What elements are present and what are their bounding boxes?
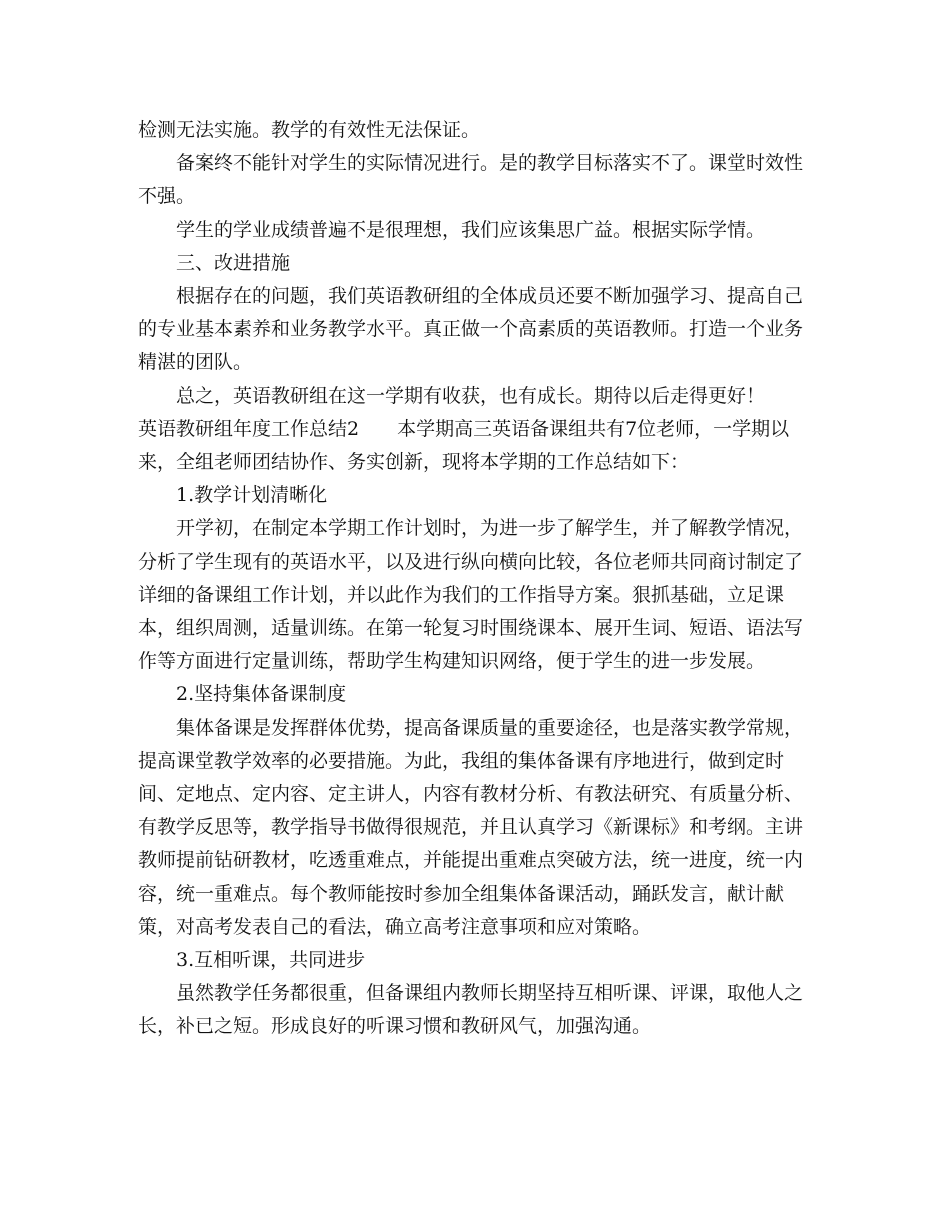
section-heading-plan: 1.教学计划清晰化	[176, 484, 328, 507]
paragraph-4: 根据存在的问题，我们英语教研组的全体成员还要不断加强学习、提高自己的专业基本素养和业务教学水平。真正做一个高素质的英语教师。打造一个业务精湛的团队。	[138, 285, 804, 374]
paragraph-6: 英语教研组年度工作总结2 本学期高三英语备课组共有7位老师，一学期以来，全组老师团结协作、务实创新，现将本学期的工作总结如下：	[138, 417, 790, 474]
paragraph-7: 开学初，在制定本学期工作计划时，为进一步了解学生，并了解教学情况，分析了学生现有的英语水平，以及进行纵向横向比较，各位老师共同商讨制定了详细的备课组工作计划，并以此作为我们的工作指导方案。狠抓基础，立足课本，组织周测，适量训练。在第一轮复习时围绕课本、展开生词、短语、语法写作等方面进行定量训练，帮助学生构建知识网络，便于学生的进一步发展。	[138, 517, 804, 673]
paragraph-2: 备案终不能针对学生的实际情况进行。是的教学目标落实不了。课堂时效性不强。	[138, 152, 804, 208]
document-body	[138, 114, 818, 1044]
paragraph-9: 虽然教学任务都很重，但备课组内教师长期坚持互相听课、评课，取他人之长，补已之短。形成良好的听课习惯和教研风气，加强沟通。	[138, 982, 804, 1038]
paragraph-5: 总之，英语教研组在这一学期有收获，也有成长。期待以后走得更好！	[176, 384, 766, 407]
section-heading-group-prep: 2.坚持集体备课制度	[176, 683, 347, 706]
paragraph-8: 集体备课是发挥群体优势，提高备课质量的重要途径，也是落实教学常规，提高课堂教学效率的必要措施。为此，我组的集体备课有序地进行，做到定时间、定地点、定内容、定主讲人，内容有教材分析、有教法研究、有质量分析、有教学反思等，教学指导书做得很规范，并且认真学习《新课标》和考纲。主讲教师提前钻研教材，吃透重难点，并能提出重难点突破方法，统一进度，统一内容，统一重难点。每个教师能按时参加全组集体备课活动，踊跃发言，献计献策，对高考发表自己的看法，确立高考注意事项和应对策略。	[138, 716, 804, 938]
section-heading-improvement: 三、改进措施	[176, 251, 291, 274]
paragraph-1: 检测无法实施。教学的有效性无法保证。	[138, 119, 481, 141]
paragraph-3: 学生的学业成绩普遍不是很理想，我们应该集思广益。根据实际学情。	[176, 218, 766, 241]
section-heading-observation: 3.互相听课，共同进步	[176, 949, 366, 972]
